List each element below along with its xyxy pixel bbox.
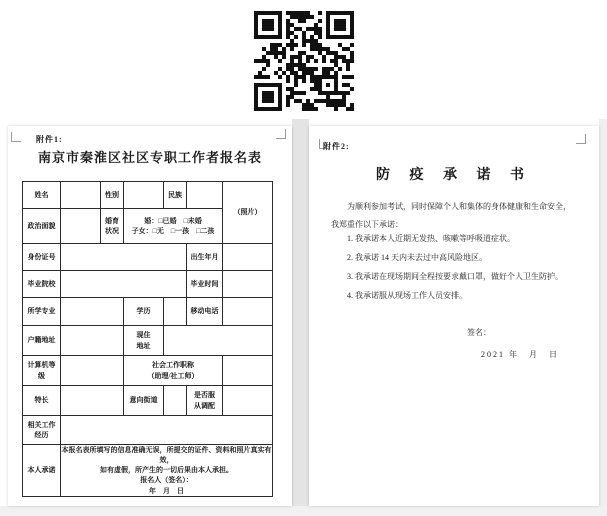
id-number-label: 身份证号 bbox=[23, 244, 61, 271]
commitment-intro-paragraph: 为顺利参加考试，同时保障个人和集体的身体健康和生命安全， 我郑重作以下承诺： bbox=[331, 202, 571, 229]
degree-value-cell bbox=[164, 298, 187, 326]
registered-address-label: 户籍地址 bbox=[23, 326, 61, 356]
commitment-item: 4. 我承诺服从现场工作人员安排。 bbox=[347, 291, 467, 300]
obey-allocation-label: 是否服 从调配 bbox=[187, 386, 223, 416]
name-label: 姓名 bbox=[23, 182, 61, 209]
political-status-value-cell bbox=[61, 209, 101, 244]
intended-street-label: 意向街道 bbox=[124, 386, 164, 416]
major-label: 所学专业 bbox=[23, 298, 61, 326]
gender-label: 性别 bbox=[101, 182, 124, 209]
name-value-cell bbox=[61, 182, 101, 209]
commitment-item: 2. 我承诺 14 天内未去过中高风险地区。 bbox=[347, 253, 487, 262]
registration-table bbox=[22, 181, 273, 497]
mobile-value-cell bbox=[223, 298, 273, 326]
intended-street-value-cell bbox=[164, 386, 187, 416]
specialty-label: 特长 bbox=[23, 386, 61, 416]
current-address-value-cell bbox=[164, 326, 273, 356]
registered-address-value-cell bbox=[61, 326, 124, 356]
bottom-edge-strip bbox=[0, 506, 607, 516]
registration-form-title: 南京市秦淮区社区专职工作者报名表 bbox=[37, 150, 262, 165]
computer-level-value-cell bbox=[61, 356, 124, 386]
attachment-1-label: 附件1: bbox=[36, 135, 63, 144]
specialty-value-cell bbox=[61, 386, 124, 416]
margin-corner-icon bbox=[576, 134, 586, 144]
id-number-value-cell bbox=[61, 244, 187, 271]
school-value-cell bbox=[61, 271, 187, 298]
obey-allocation-value-cell bbox=[223, 386, 273, 416]
epidemic-commitment-page bbox=[309, 126, 599, 506]
margin-corner-icon bbox=[11, 132, 21, 142]
ethnicity-value-cell bbox=[187, 182, 223, 209]
epidemic-commitment-title: 防 疫 承 诺 书 bbox=[376, 168, 532, 183]
signature-label: 签名： bbox=[467, 328, 491, 337]
personal-commitment-text: 本报名表所填写的信息准确无误，所提交的证件、资料和照片真实有效， 如有虚假，所产生的一切后果由本人承担。 报名人（签名）： 年 月 日 bbox=[61, 446, 272, 495]
photo-cell: （照片） bbox=[223, 182, 273, 244]
marital-options-cell bbox=[124, 209, 223, 244]
graduation-time-label: 毕业时间 bbox=[187, 271, 223, 298]
political-status-label: 政治面貌 bbox=[23, 209, 61, 244]
page-gap-strip bbox=[292, 119, 309, 516]
qr-code-icon bbox=[252, 9, 356, 113]
personal-commitment-label: 本人承诺 bbox=[23, 445, 61, 497]
registration-form-page bbox=[8, 126, 292, 506]
margin-corner-icon bbox=[276, 129, 286, 139]
school-label: 毕业院校 bbox=[23, 271, 61, 298]
marriage-checkboxes: 婚：□已婚 □未婚 bbox=[144, 216, 202, 225]
commitment-items-list bbox=[347, 229, 599, 305]
marital-status-label: 婚育 状况 bbox=[101, 209, 124, 244]
major-value-cell bbox=[61, 298, 124, 326]
right-edge-strip bbox=[599, 119, 607, 516]
birth-date-label: 出生年月 bbox=[187, 244, 223, 271]
commitment-item: 1. 我承诺本人近期无发热、咳嗽等呼吸道症状。 bbox=[347, 234, 515, 243]
attachment-2-label: 附件2: bbox=[323, 142, 350, 151]
children-checkboxes: 子女：□无 □一孩 □二孩 bbox=[131, 227, 215, 235]
work-experience-value-cell bbox=[61, 416, 273, 445]
computer-level-label: 计算机等 级 bbox=[23, 356, 61, 386]
social-work-title-value-cell bbox=[223, 356, 273, 386]
social-work-title-label: 社会工作职称 （助理/社工师） bbox=[124, 356, 223, 386]
date-line: 2021 年 月 日 bbox=[481, 350, 559, 359]
ethnicity-label: 民族 bbox=[164, 182, 187, 209]
gender-value-cell bbox=[124, 182, 164, 209]
work-experience-label: 相关工作 经历 bbox=[23, 416, 61, 445]
commitment-item: 3. 我承诺在现场期间全程按要求戴口罩，做好个人卫生防护。 bbox=[347, 272, 563, 281]
current-address-label: 现住 地址 bbox=[124, 326, 164, 356]
mobile-label: 移动电话 bbox=[187, 298, 223, 326]
graduation-time-value-cell bbox=[223, 271, 273, 298]
degree-label: 学历 bbox=[124, 298, 164, 326]
birth-date-value-cell bbox=[223, 244, 273, 271]
